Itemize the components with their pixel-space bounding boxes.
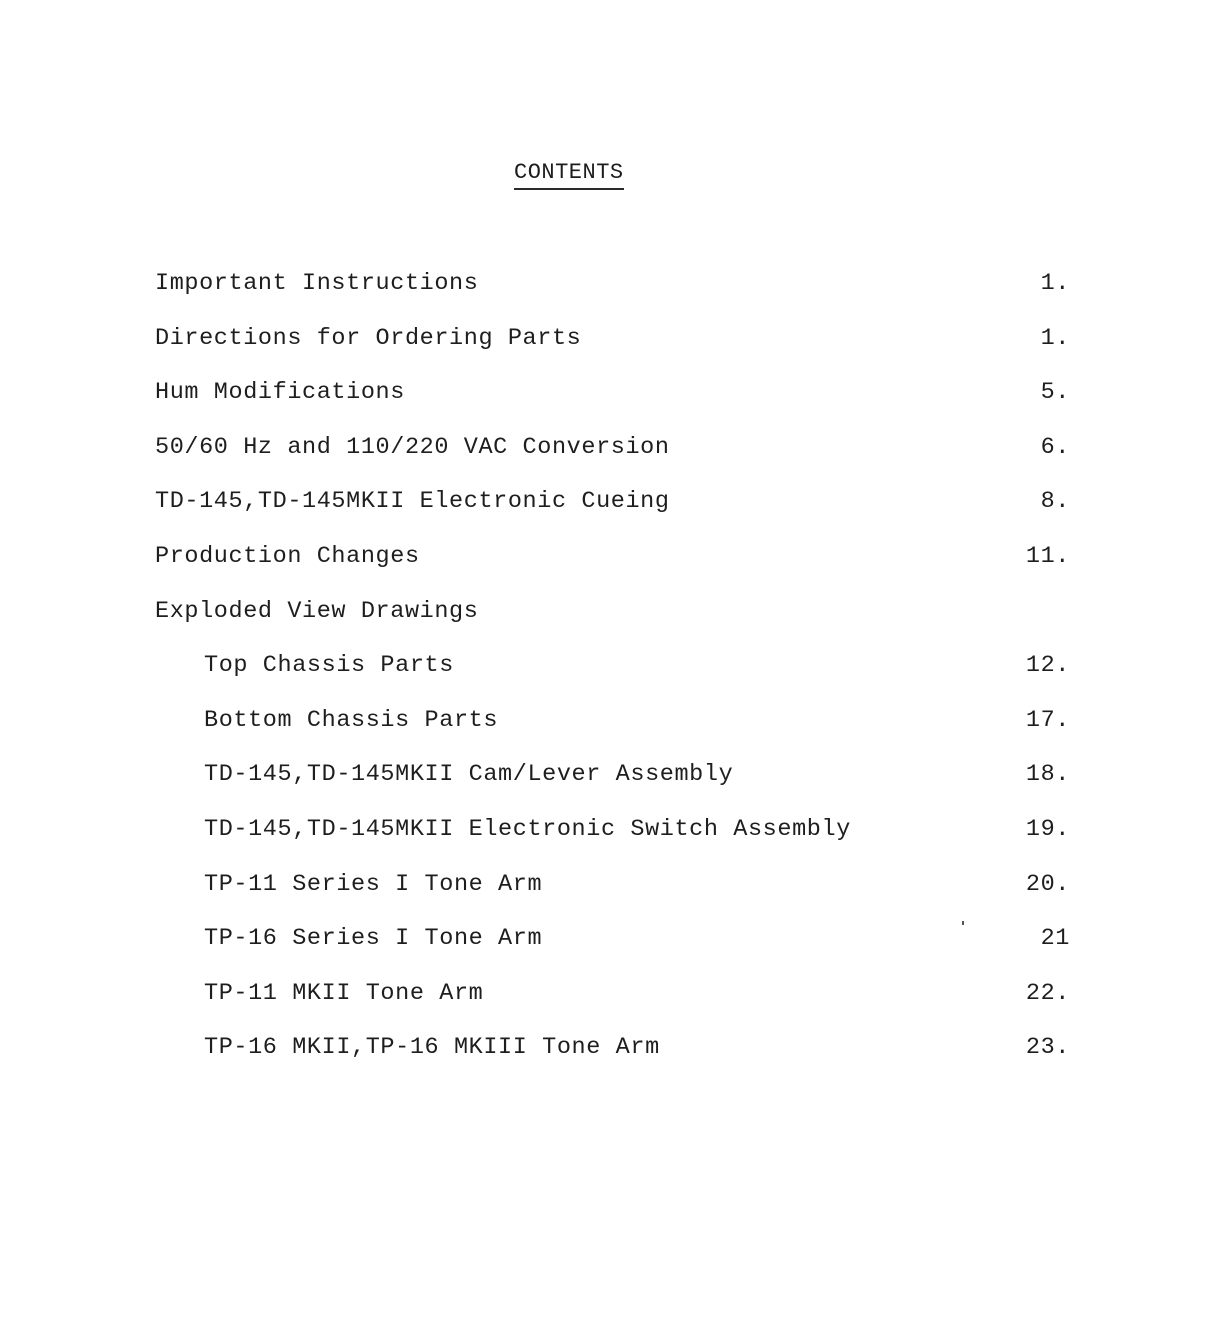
toc-entry-label: TD-145,TD-145MKII Electronic Cueing	[155, 488, 670, 516]
toc-entry	[0, 485, 1222, 540]
toc-entry-page: 19.	[1025, 815, 1070, 843]
toc-entry-page: 1.	[1040, 270, 1070, 297]
toc-subentry	[0, 813, 1222, 868]
toc-subentry	[0, 758, 1222, 813]
toc-entry-page: 20.	[1025, 870, 1070, 898]
toc-entry-page: 11.	[1025, 542, 1070, 570]
toc-subentry	[0, 704, 1222, 759]
toc-subentry	[0, 922, 1222, 977]
toc-entry-label: Bottom Chassis Parts	[204, 706, 499, 734]
toc-entry	[0, 322, 1222, 377]
toc-entry-label: TP-11 MKII Tone Arm	[204, 979, 484, 1007]
toc-entry-label: TD-145,TD-145MKII Electronic Switch Assembly	[204, 815, 851, 843]
toc-entry-label: 50/60 Hz and 110/220 VAC Conversion	[155, 433, 670, 461]
toc-entry-page: 6.	[1040, 433, 1070, 461]
toc-subentry	[0, 649, 1222, 704]
toc-entry-label: TP-16 MKII,TP-16 MKIII Tone Arm	[204, 1034, 660, 1062]
toc-entry	[0, 376, 1222, 431]
toc-entry-label: TD-145,TD-145MKII Cam/Lever Assembly	[204, 761, 734, 789]
contents-title: CONTENTS	[514, 160, 624, 190]
toc-entry-label: Directions for Ordering Parts	[155, 324, 582, 352]
toc-entry-page: 1.	[1040, 324, 1070, 352]
toc-section-heading	[0, 595, 1222, 650]
toc-entry-page: 5.	[1040, 379, 1070, 407]
toc-entry-page: 17.	[1025, 706, 1070, 734]
toc-entry-label: TP-16 Series I Tone Arm	[204, 925, 543, 953]
toc-entry-page: 18.	[1025, 761, 1070, 789]
toc-entry-page: 21	[1040, 925, 1070, 953]
toc-entry-label: Important Instructions	[155, 270, 479, 297]
scan-speck	[962, 921, 964, 925]
toc-subentry	[0, 1031, 1222, 1086]
toc-subentry	[0, 977, 1222, 1032]
toc-entry-label: Top Chassis Parts	[204, 652, 454, 680]
toc-entry-page: 22.	[1025, 979, 1070, 1007]
toc-entry	[0, 431, 1222, 486]
toc-entry-label: Exploded View Drawings	[155, 597, 479, 625]
toc-entry-label: TP-11 Series I Tone Arm	[204, 870, 543, 898]
table-of-contents	[0, 267, 1222, 1086]
toc-entry	[0, 540, 1222, 595]
toc-entry-label: Production Changes	[155, 542, 420, 570]
toc-entry-page: 12.	[1025, 652, 1070, 680]
toc-entry-page: 23.	[1025, 1034, 1070, 1062]
toc-entry	[0, 267, 1222, 322]
toc-entry-page: 8.	[1040, 488, 1070, 516]
toc-entry-label: Hum Modifications	[155, 379, 405, 407]
toc-subentry	[0, 868, 1222, 923]
